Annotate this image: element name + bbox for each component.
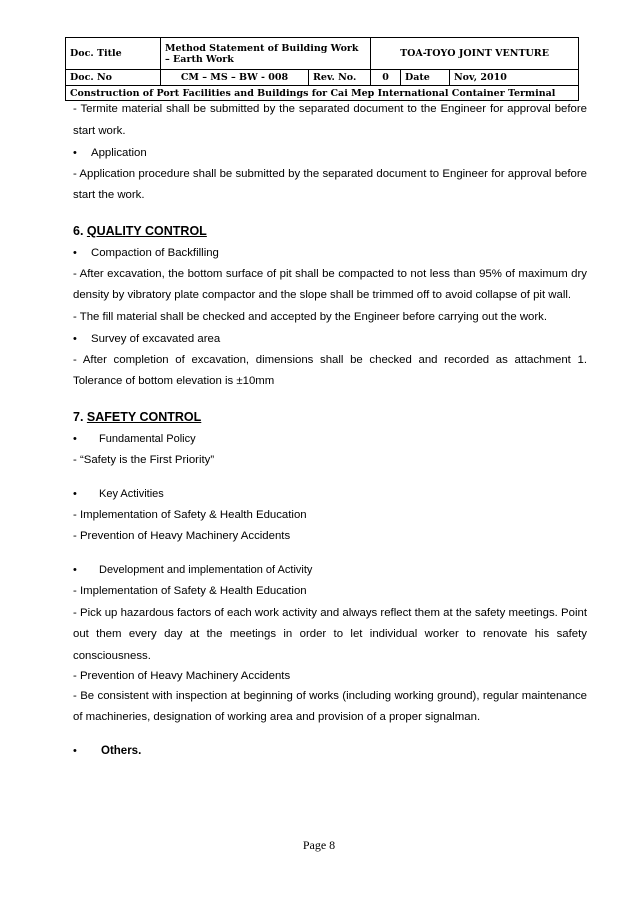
doc-title-value: Method Statement of Building Work – Earth Work	[161, 38, 371, 70]
bullet-icon: •	[73, 564, 77, 577]
bullet-survey	[73, 328, 587, 350]
doc-no-label: Doc. No	[66, 70, 161, 86]
bullet-icon: •	[73, 246, 77, 259]
rev-value: 0	[371, 70, 401, 86]
document-header-table	[65, 37, 579, 101]
section-number: 6.	[73, 223, 87, 238]
bullet-label: Development and implementation of Activity	[99, 564, 313, 577]
date-label: Date	[401, 70, 450, 86]
bullet-key-activities	[73, 483, 587, 505]
doc-no-value: CM – MS – BW - 008	[161, 70, 309, 86]
development-item: - Implementation of Safety & Health Education	[73, 585, 307, 597]
bullet-others	[73, 741, 587, 763]
bullet-label: Compaction of Backfilling	[91, 246, 219, 259]
doc-title-label: Doc. Title	[66, 38, 161, 70]
section-title: QUALITY CONTROL	[86, 223, 207, 238]
section-number: 7.	[73, 409, 87, 424]
bullet-development	[73, 560, 587, 582]
bullet-label: Survey of excavated area	[91, 332, 221, 345]
development-item: - Prevention of Heavy Machinery Accidents	[73, 670, 291, 682]
bullet-application	[73, 142, 587, 164]
key-activity-item: - Prevention of Heavy Machinery Accidents	[73, 530, 291, 542]
bullet-label: Key Activities	[99, 487, 164, 500]
date-value: Nov, 2010	[450, 70, 579, 86]
document-body	[73, 99, 587, 762]
bullet-compaction	[73, 242, 587, 264]
project-name: Construction of Port Facilities and Buildings for Cai Mep International Container Terminal	[66, 86, 579, 101]
termite-paragraph: - Termite material shall be submitted by the separated document to the Engineer for approval before start work.	[73, 103, 587, 137]
survey-paragraph: - After completion of excavation, dimensions shall be checked and recorded as attachment 1. Tolerance of bottom elevation is ±10mm	[73, 353, 587, 387]
fill-material-paragraph: - The fill material shall be checked and accepted by the Engineer before carrying out the work.	[73, 310, 548, 323]
bullet-icon: •	[73, 745, 77, 758]
inspection-paragraph: - Be consistent with inspection at beginning of works (including working ground), regular maintenance of machineries, designation of working area and provision of a proper signalman.	[73, 689, 587, 723]
bullet-label: Application	[91, 146, 147, 159]
bullet-label: Fundamental Policy	[99, 432, 196, 445]
bullet-icon: •	[73, 332, 77, 345]
bullet-fundamental-policy	[73, 428, 587, 450]
bullet-icon: •	[73, 146, 77, 159]
key-activity-item: - Implementation of Safety & Health Education	[73, 508, 307, 521]
application-paragraph: - Application procedure shall be submitted by the separated document to Engineer for approval before start the work.	[73, 167, 587, 201]
compaction-paragraph: - After excavation, the bottom surface of pit shall be compacted to not less than 95% of maximum dry density by vibratory plate compactor and the slope shall be trimmed off to avoid collapse of pit wall.	[73, 267, 587, 301]
bullet-icon: •	[73, 432, 77, 445]
section-heading-safety-control	[73, 407, 587, 429]
bullet-icon: •	[73, 487, 77, 500]
page-number: Page 8	[302, 838, 336, 852]
rev-label: Rev. No.	[309, 70, 371, 86]
bullet-label: Others.	[101, 745, 142, 758]
hazard-paragraph: - Pick up hazardous factors of each work activity and always reflect them at the safety meetings. Point out them every day at the meetings in order to let individual worker to renovate his safety consciousness.	[73, 606, 587, 662]
policy-paragraph: - “Safety is the First Priority”	[73, 453, 215, 466]
section-title: SAFETY CONTROL	[86, 409, 202, 424]
company-name: TOA-TOYO JOINT VENTURE	[371, 38, 579, 70]
section-heading-quality-control	[73, 221, 587, 243]
